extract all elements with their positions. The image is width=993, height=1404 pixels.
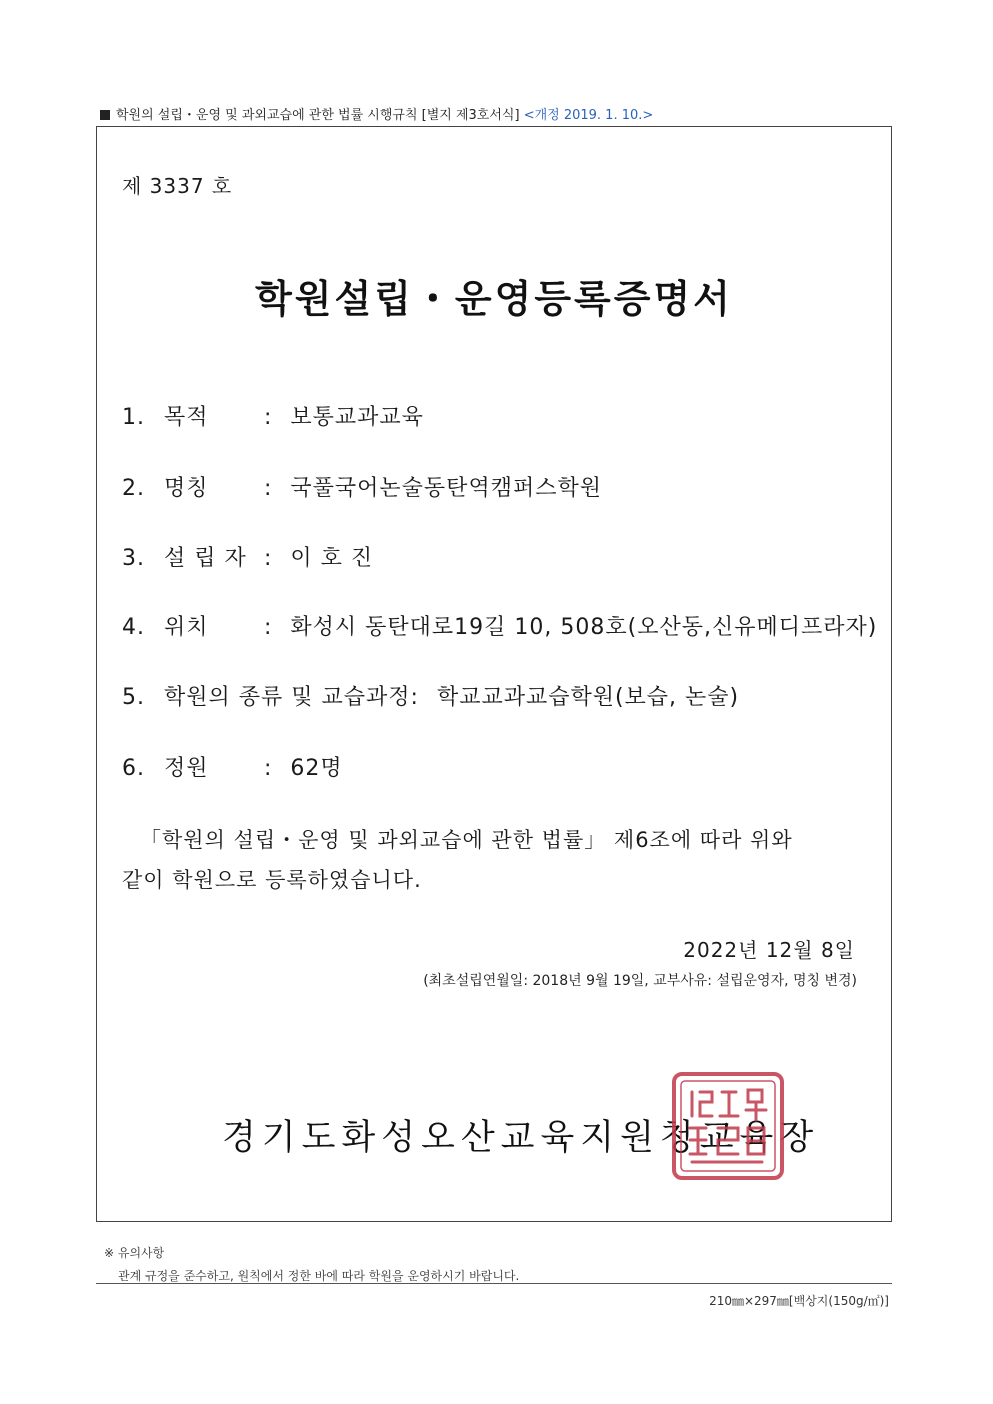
caution-title: ※ 유의사항	[104, 1246, 165, 1260]
item-name: 2. 명칭 : 국풀국어논술동탄역캠퍼스학원	[122, 471, 602, 502]
history-note: (최초설립연월일: 2018년 9월 19일, 교부사유: 설립운영자, 명칭 변경)	[423, 973, 857, 989]
item-value: 학교교과교습학원(보습, 논술)	[436, 685, 740, 710]
item-value: 62명	[290, 756, 343, 781]
caution-text: 관계 규정을 준수하고, 원칙에서 정한 바에 따라 학원을 운영하시기 바랍니다.	[118, 1269, 520, 1283]
item-number: 3.	[122, 546, 145, 571]
issue-date: 2022년 12월 8일	[683, 938, 855, 962]
item-value: 국풀국어논술동탄역캠퍼스학원	[290, 476, 602, 501]
certificate-title: 학원설립・운영등록증명서	[255, 277, 733, 321]
item-founder: 3. 설 립 자 : 이 호 진	[122, 541, 373, 572]
square-bullet-icon	[100, 110, 110, 120]
item-label: 정원	[164, 756, 209, 781]
form-header-text: 학원의 설립・운영 및 과외교습에 관한 법률 시행규칙 [별지 제3호서식]	[116, 108, 520, 123]
item-label: 명칭	[164, 476, 209, 501]
item-label: 설 립 자	[164, 546, 247, 571]
item-number: 4.	[122, 615, 145, 640]
statement-line: 「학원의 설립・운영 및 과외교습에 관한 법률」 제6조에 따라 위와	[140, 828, 793, 852]
item-type-course: 5. 학원의 종류 및 교습과정: 학교교과교습학원(보습, 논술)	[122, 680, 739, 711]
item-number: 5.	[122, 685, 145, 710]
item-capacity: 6. 정원 : 62명	[122, 751, 343, 782]
issuer-name: 경기도화성오산교육지원청교육장	[222, 1118, 820, 1158]
item-value: 화성시 동탄대로19길 10, 508호(오산동,신유메디프라자)	[290, 615, 878, 640]
statement-line: 같이 학원으로 등록하였습니다.	[122, 868, 422, 892]
item-purpose: 1. 목적 : 보통교과교육	[122, 400, 424, 431]
item-label: 목적	[164, 405, 209, 430]
item-value: 이 호 진	[290, 546, 374, 571]
official-seal-icon	[670, 1070, 786, 1182]
item-number: 2.	[122, 476, 145, 501]
item-number: 1.	[122, 405, 145, 430]
registration-statement	[122, 820, 874, 900]
document-number: 제 3337 호	[122, 174, 233, 198]
item-number: 6.	[122, 756, 145, 781]
form-header	[100, 104, 653, 123]
paper-spec: 210㎜×297㎜[백상지(150g/㎡)]	[709, 1294, 889, 1308]
footer-divider	[96, 1283, 892, 1284]
item-location: 4. 위치 : 화성시 동탄대로19길 10, 508호(오산동,신유메디프라자)	[122, 610, 877, 641]
item-label: 학원의 종류 및 교습과정	[164, 685, 411, 710]
item-label: 위치	[164, 615, 209, 640]
revision-date: <개정 2019. 1. 10.>	[523, 108, 654, 123]
item-value: 보통교과교육	[290, 405, 424, 430]
